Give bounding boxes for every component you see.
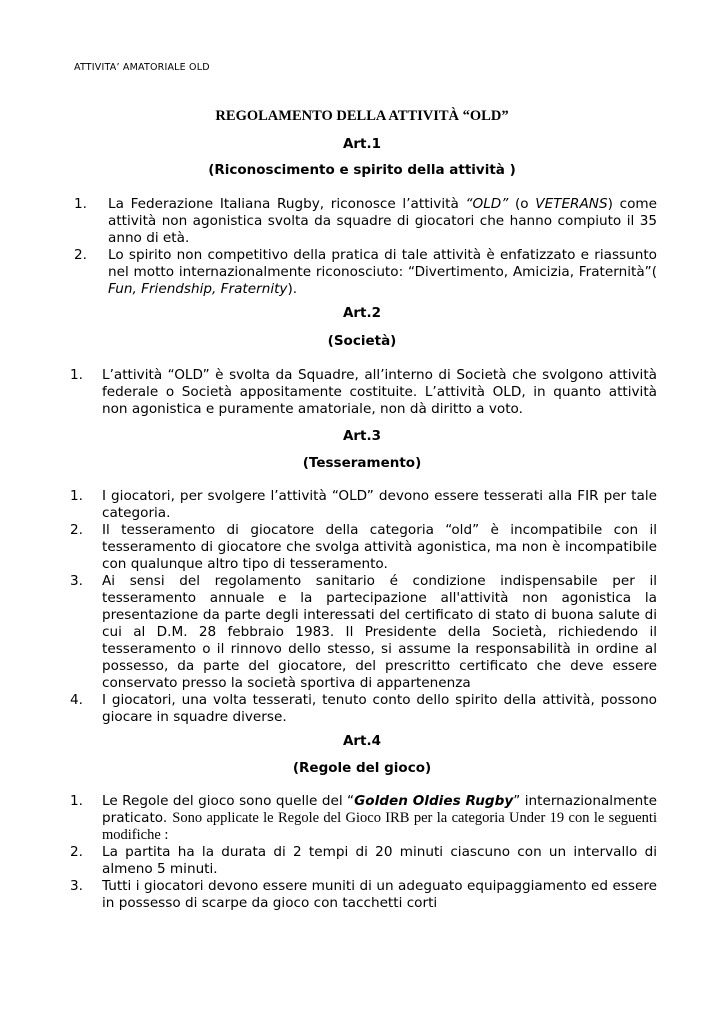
article-2-subtitle: (Società) [327,333,397,349]
list-item: 1. I giocatori, per svolgere l’attività “OLD” devono essere tesserati alla FIR per tale categoria. [70,488,657,521]
list-item: 2. Il tesseramento di giocatore della categoria “old” è incompatibile con il tesseramento di giocatore che svolga attività agonistica, ma non è incompatibile con qualunque altro tipo di tesseramento. [70,522,657,572]
article-3-heading: Art.3 [342,428,382,444]
list-number: 1. [70,793,83,809]
list-number: 2. [70,844,83,860]
article-2-heading: Art.2 [342,305,382,321]
list-number: 1. [74,196,87,212]
article-4-list [70,793,657,912]
document-title: REGOLAMENTO DELLA ATTIVITÀ “OLD” [215,108,509,124]
list-item: 2. La partita ha la durata di 2 tempi di 20 minuti ciascuno con un intervallo di almeno 5 minuti. [70,844,657,877]
list-item: 1. L’attività “OLD” è svolta da Squadre, all’interno di Società che svolgono attività federale o Società appositamente costituite. L’attività OLD, in quanto attività non agonistica e puramente amatoriale, non dà diritto a voto. [70,367,657,417]
article-2-list [70,367,657,418]
article-1-subtitle: (Riconoscimento e spirito della attività ) [208,162,516,178]
article-3-list [70,488,657,726]
list-item: 1. Le Regole del gioco sono quelle del “Golden Oldies Rugby” internazionalmente praticato. Sono applicate le Regole del Gioco IRB per la categoria Under 19 con le seguenti modifiche : [70,793,657,843]
list-number: 4. [70,692,83,708]
list-number: 3. [70,573,83,589]
list-number: 3. [70,878,83,894]
list-item: 3. Ai sensi del regolamento sanitario é condizione indispensabile per il tesseramento annuale e la partecipazione all'attività non agonistica la presentazione da parte degli interessati del certificato di stato di buona salute di cui al D.M. 28 febbraio 1983. Il Presidente della Società, richiedendo il tesseramento o il rinnovo dello stesso, si assume la responsabilità in ordine al possesso, da parte del giocatore, del prescritto certificato che deve essere conservato presso la società sportiva di appartenenza [70,573,657,691]
article-1-heading: Art.1 [342,136,382,152]
list-number: 1. [70,488,83,504]
list-item: 3. Tutti i giocatori devono essere muniti di un adeguato equipaggiamento ed essere in possesso di scarpe da gioco con tacchetti corti [70,878,657,911]
list-number: 2. [70,522,83,538]
article-4-subtitle: (Regole del gioco) [292,760,432,776]
article-1-list [74,196,657,298]
page-header: ATTIVITA’ AMATORIALE OLD [74,62,210,73]
article-3-subtitle: (Tesseramento) [302,455,422,471]
list-item: 4. I giocatori, una volta tesserati, tenuto conto dello spirito della attività, possono giocare in squadre diverse. [70,692,657,725]
article-4-heading: Art.4 [342,733,382,749]
list-number: 2. [74,247,87,263]
list-number: 1. [70,367,83,383]
list-item: 2. Lo spirito non competitivo della pratica di tale attività è enfatizzato e riassunto nel motto internazionalmente riconosciuto: “Divertimento, Amicizia, Fraternità”( Fun, Friendship, Fraternity). [74,247,657,297]
list-item: 1. La Federazione Italiana Rugby, riconosce l’attività “OLD” (o VETERANS) come attività non agonistica svolta da squadre di giocatori che hanno compiuto il 35 anno di età. [74,196,657,246]
